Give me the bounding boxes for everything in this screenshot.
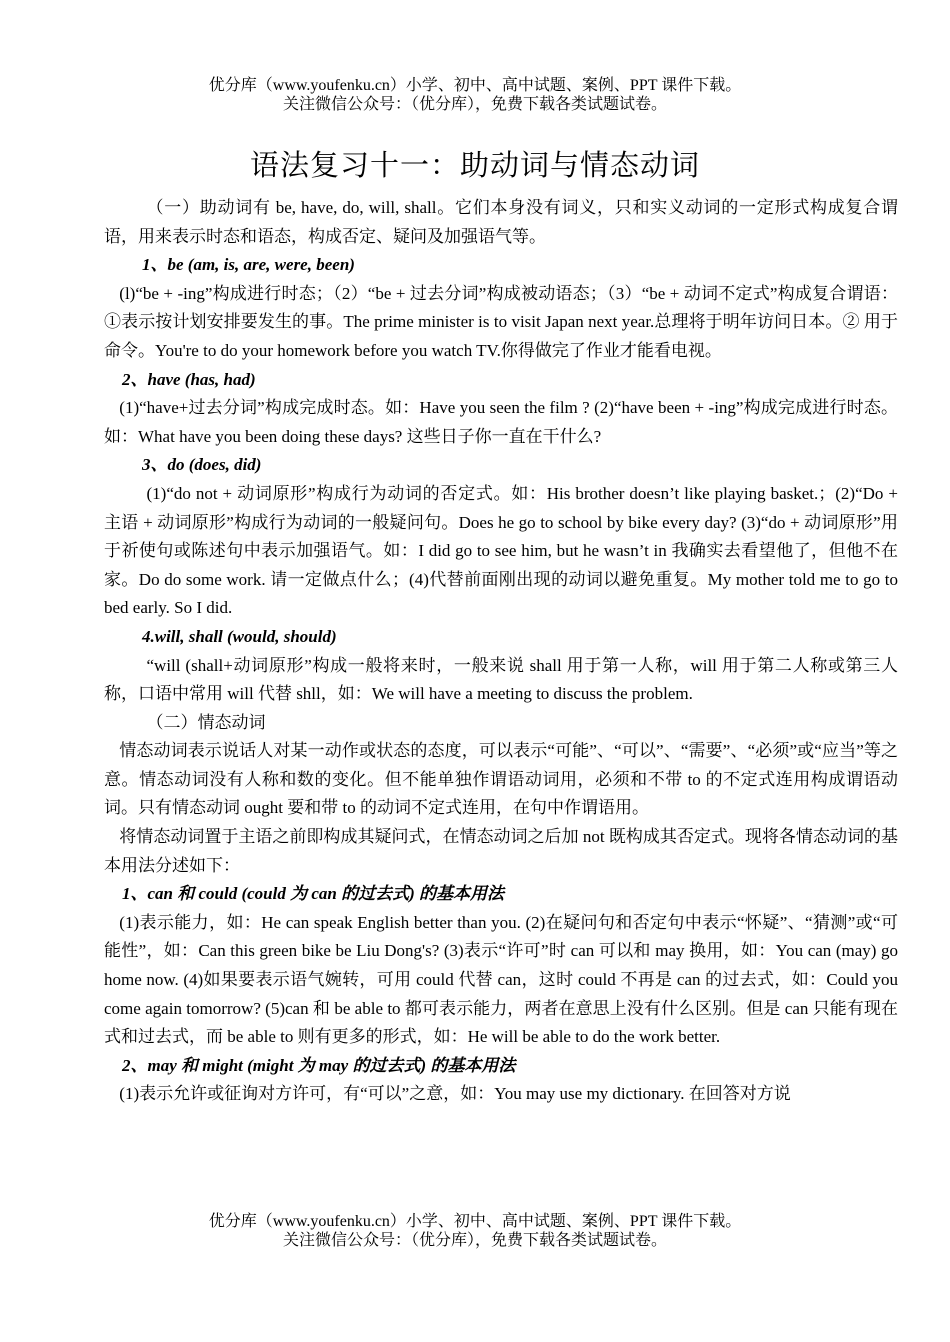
- paragraph-modal-intro: 情态动词表示说话人对某一动作或状态的态度，可以表示“可能”、“可以”、“需要”、“必须”或“应当”等之意。情态动词没有人称和数的变化。但不能单独作谓语动词用，必须和不带 to 的不定式连用构成谓语动词。只有情态动词 ought 要和带 to 的动词不定式连用，在句中作谓语用。: [104, 741, 898, 818]
- heading-can-could: 1、can 和 could (could 为 can 的过去式) 的基本用法: [122, 884, 505, 904]
- page-title: 语法复习十一：助动词与情态动词: [249, 148, 700, 182]
- paragraph-be: (l)“be + -ing”构成进行时态；（2）“be + 过去分词”构成被动语态；（3）“be + 动词不定式”构成复合谓语：①表示按计划安排要发生的事。The prime minister is to visit Japan next year.总理将于明年访问日本。② 用于命令。You're to do your homework before you watch TV.你得做完了作业才能看电视。: [104, 283, 898, 360]
- heading-may-might: 2、may 和 might (might 为 may 的过去式) 的基本用法: [122, 1055, 516, 1075]
- header-line-1: 优分库（www.youfenku.cn）小学、初中、高中试题、案例、PPT 课件下载。: [208, 77, 742, 94]
- footer-line-2: 关注微信公众号：（优分库），免费下载各类试题试卷。: [282, 1232, 667, 1249]
- paragraph-do: (1)“do not + 动词原形”构成行为动词的否定式。如：His brother doesn’t like playing basket.；(2)“Do + 主语 + 动词原形”构成行为动词的一般疑问句。Does he go to school by bike every day? (3)“do + 动词原形”用于祈使句或陈述句中表示加强语气。如：I did go to see him, but he wasn’t in 我确实去看望他了，但他不在家。Do do some work. 请一定做点什么；(4)代替前面刚出现的动词以避免重复。My mother told me to go to bed early. So I did.: [104, 483, 898, 618]
- paragraph-may-might: (1)表示允许或征询对方许可，有“可以”之意，如：You may use my dictionary. 在回答对方说: [119, 1084, 791, 1104]
- paragraph-will-shall: “will (shall+动词原形”构成一般将来时，一般来说 shall 用于第一人称，will 用于第二人称或第三人称，口语中常用 will 代替 shll，如：We will have a meeting to discuss the problem.: [104, 655, 898, 704]
- heading-do: 3、do (does, did): [142, 455, 262, 475]
- heading-will-shall: 4.will, shall (would, should): [142, 626, 337, 646]
- footer-line-1: 优分库（www.youfenku.cn）小学、初中、高中试题、案例、PPT 课件下载。: [208, 1213, 742, 1230]
- paragraph-can-could: (1)表示能力，如：He can speak English better than you. (2)在疑问句和否定句中表示“怀疑”、“猜测”或“可能性”，如：Can this green bike be Liu Dong's? (3)表示“许可”时 can 可以和 may 换用，如：You can (may) go home now. (4)如果要表示语气婉转，可用 could 代替 can，这时 could 不再是 can 的过去式，如：Could you come again tomorrow? (5)can 和 be able to 都可表示能力，两者在意思上没有什么区别。但是 can 只能有现在式和过去式，而 be able to 则有更多的形式，如：He will be able to do the work better.: [104, 912, 898, 1047]
- page-header: [0, 76, 950, 114]
- heading-be: 1、be (am, is, are, were, been): [142, 255, 355, 275]
- page-footer: [0, 1212, 950, 1250]
- header-line-2: 关注微信公众号：（优分库），免费下载各类试题试卷。: [282, 96, 667, 113]
- heading-have: 2、have (has, had): [122, 369, 256, 389]
- document-body: [104, 194, 898, 1109]
- section-heading-modal-verbs: （二）情态动词: [146, 712, 266, 732]
- paragraph-auxiliary-intro: （一）助动词有 be, have, do, will, shall。它们本身没有词义，只和实义动词的一定形式构成复合谓语，用来表示时态和语态，构成否定、疑问及加强语气等。: [104, 198, 898, 246]
- paragraph-have: (1)“have+过去分词”构成完成时态。如：Have you seen the film ? (2)“have been + -ing”构成完成进行时态。如：What have you been doing these days? 这些日子你一直在干什么?: [104, 398, 898, 446]
- paragraph-modal-question-negative: 将情态动词置于主语之前即构成其疑问式，在情态动词之后加 not 既构成其否定式。现将各情态动词的基本用法分述如下：: [104, 827, 898, 875]
